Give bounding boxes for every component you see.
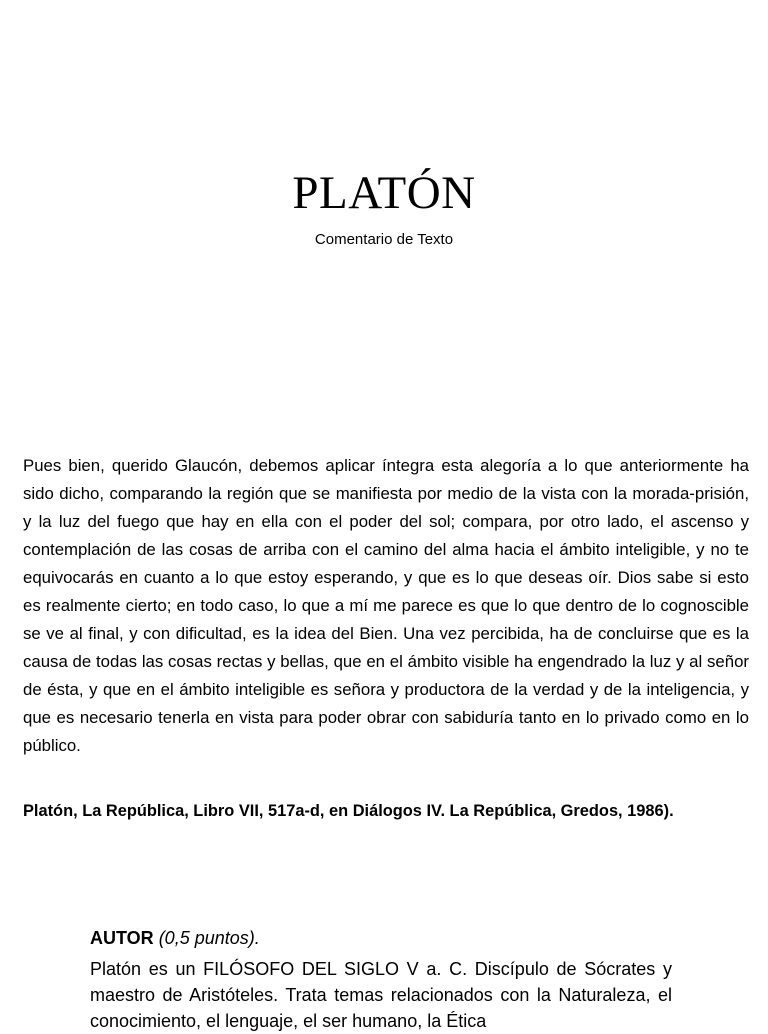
section-heading: [90, 925, 260, 951]
section-label: AUTOR: [90, 928, 154, 948]
text-passage: Pues bien, querido Glaucón, debemos aplicar íntegra esta alegoría a lo que anteriormente ha sido dicho, comparando la región que se manifiesta por medio de la vista con la morada-prisión, y la luz del fuego que hay en ella con el poder del sol; compara, por otro lado, el ascenso y contemplación de las cosas de arriba con el camino del alma hacia el ámbito inteligible, y no te equivocarás en cuanto a lo que estoy esperando, y que es lo que deseas oír. Dios sabe si esto es realmente cierto; en todo caso, lo que a mí me parece es que lo que dentro de lo cognoscible se ve al final, y con dificultad, es la idea del Bien. Una vez percibida, ha de concluirse que es la causa de todas las cosas rectas y bellas, que en el ámbito visible ha engendrado la luz y al señor de ésta, y que en el ámbito inteligible es señora y productora de la verdad y de la inteligencia, y que es necesario tenerla en vista para poder obrar con sabiduría tanto en lo privado como en lo público.: [23, 456, 749, 755]
page-subtitle: Comentario de Texto: [314, 231, 454, 248]
section-body: Platón es un FILÓSOFO DEL SIGLO V a. C. Discípulo de Sócrates y maestro de Aristóteles. Trata temas relacionados con la Naturaleza, el conocimiento, el lenguaje, el ser humano, la Ética: [90, 959, 672, 1031]
citation: Platón, La República, Libro VII, 517a-d, en Diálogos IV. La República, Gredos, 1986).: [23, 802, 674, 820]
page-title: PLATÓN: [292, 167, 476, 219]
section-points: (0,5 puntos).: [158, 928, 260, 948]
